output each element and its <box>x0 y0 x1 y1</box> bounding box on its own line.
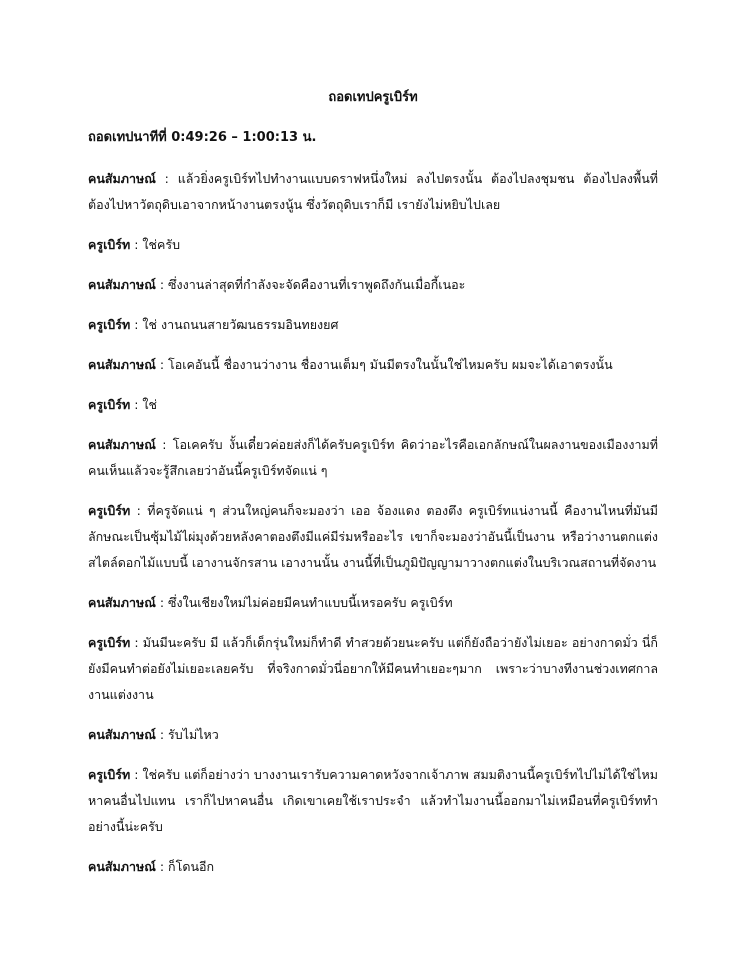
dialogue-turn: คนสัมภาษณ์ : ซึ่งงานล่าสุดที่กำลังจะจัดคืองานที่เราพูดถึงกันเมื่อกี้เนอะ <box>88 277 466 292</box>
speaker-label: ครูเบิร์ท <box>88 317 131 332</box>
turn-text: ใช่ <box>142 397 158 412</box>
document-title: ถอดเทปครูเบิร์ท <box>328 90 418 105</box>
dialogue-turn: คนสัมภาษณ์ : ซึ่งในเชียงใหม่ไม่ค่อยมีคนทำแบบนี้เหรอครับ ครูเบิร์ท <box>88 595 453 610</box>
dialogue-turn: คนสัมภาษณ์ : แล้วยิ่งครูเบิร์ทไปทำงานแบบดราฟหนึ่งใหม่ ลงไปตรงนั้น ต้องไปลงชุมชน ต้องไปลงพื้นที่ ต้องไปหาวัตถุดิบเอาจากหน้างานตรงนู้น ซึ่งวัตถุดิบเราก็มี เรายังไม่หยิบไปเลย <box>88 171 658 212</box>
dialogue-turn: คนสัมภาษณ์ : โอเคครับ งั้นเดี๋ยวค่อยส่งก็ได้ครับครูเบิร์ท คิดว่าอะไรคือเอกลักษณ์ในผลงานของเมืองงามที่คนเห็นแล้วจะรู้สึกเลยว่าอันนี้ครูเบิร์ทจัดแน่ ๆ <box>88 437 658 478</box>
turn-text: ก็โดนอีก <box>168 859 215 874</box>
turn-text: ซึ่งในเชียงใหม่ไม่ค่อยมีคนทำแบบนี้เหรอครับ ครูเบิร์ท <box>168 595 453 610</box>
turn-text: ที่ครูจัดแน่ ๆ ส่วนใหญ่คนก็จะมองว่า เออ จ้องแดง ตองตึง ครูเบิร์ทแน่งานนี้ คืองานไหนที่มันมีลักษณะเป็นซุ้มไม้ไผ่มุงด้วยหลังคาตองตึงมีแค่มีร่มหรืออะไร เขาก็จะมองว่าอันนี้เป็นงาน หรือว่างานตกแต่งสไตล์ดอกไม้แบบนี้ เอางานจักรสาน เอางานนั้น งานนี้ที่เป็นภูมิปัญญามาวางตกแต่งในบริเวณสถานที่จัดงาน <box>88 503 658 570</box>
turn-text: ใช่ งานถนนสายวัฒนธรรมอินทยงยศ <box>142 317 339 332</box>
speaker-label: ครูเบิร์ท <box>88 237 131 252</box>
speaker-label: ครูเบิร์ท <box>88 635 131 650</box>
tape-time-range: ถอดเทปนาทีที่ 0:49:26 – 1:00:13 น. <box>88 130 317 145</box>
turn-text: แล้วยิ่งครูเบิร์ทไปทำงานแบบดราฟหนึ่งใหม่ ลงไปตรงนั้น ต้องไปลงชุมชน ต้องไปลงพื้นที่ ต้องไปหาวัตถุดิบเอาจากหน้างานตรงนู้น ซึ่งวัตถุดิบเราก็มี เรายังไม่หยิบไปเลย <box>88 171 658 212</box>
turn-text: ใช่ครับ <box>142 237 181 252</box>
turn-text: ซึ่งงานล่าสุดที่กำลังจะจัดคืองานที่เราพูดถึงกันเมื่อกี้เนอะ <box>168 277 466 292</box>
dialogue-turn: ครูเบิร์ท : ใช่ครับ <box>88 237 181 252</box>
dialogue-turn: ครูเบิร์ท : มันมีนะครับ มี แล้วก็เด็กรุ่นใหม่ก็ทำดี ทำสวยด้วยนะครับ แต่ก็ยังถือว่ายังไม่เยอะ อย่างกาดมั่ว นี่ก็ยังมีคนทำต่อยังไม่เยอะเลยครับ ที่จริงกาดมั่วนี่อยากให้มีคนทำเยอะๆมาก เพราะว่าบางทีงานช่วงเทศกาล งานแต่งงาน <box>88 635 658 702</box>
speaker-label: คนสัมภาษณ์ <box>88 357 156 372</box>
dialogue-turn: ครูเบิร์ท : ใช่ <box>88 397 158 412</box>
speaker-label: ครูเบิร์ท <box>88 397 131 412</box>
speaker-label: คนสัมภาษณ์ <box>88 171 156 186</box>
speaker-label: คนสัมภาษณ์ <box>88 437 156 452</box>
dialogue-turn: คนสัมภาษณ์ : ก็โดนอีก <box>88 859 215 874</box>
dialogue-turn: ครูเบิร์ท : ใช่ งานถนนสายวัฒนธรรมอินทยงยศ <box>88 317 339 332</box>
dialogue-turn: ครูเบิร์ท : ที่ครูจัดแน่ ๆ ส่วนใหญ่คนก็จะมองว่า เออ จ้องแดง ตองตึง ครูเบิร์ทแน่งานนี้ คืองานไหนที่มันมีลักษณะเป็นซุ้มไม้ไผ่มุงด้วยหลังคาตองตึงมีแค่มีร่มหรืออะไร เขาก็จะมองว่าอันนี้เป็นงาน หรือว่างานตกแต่งสไตล์ดอกไม้แบบนี้ เอางานจักรสาน เอางานนั้น งานนี้ที่เป็นภูมิปัญญามาวางตกแต่งในบริเวณสถานที่จัดงาน <box>88 503 658 570</box>
turn-text: รับไม่ไหว <box>168 727 219 742</box>
speaker-label: คนสัมภาษณ์ <box>88 727 156 742</box>
speaker-label: ครูเบิร์ท <box>88 767 131 782</box>
speaker-label: คนสัมภาษณ์ <box>88 277 156 292</box>
speaker-label: ครูเบิร์ท <box>88 503 131 518</box>
dialogue-turn: คนสัมภาษณ์ : รับไม่ไหว <box>88 727 219 742</box>
dialogue-turn: ครูเบิร์ท : ใช่ครับ แต่ก็อย่างว่า บางงานเรารับความคาดหวังจากเจ้าภาพ สมมติงานนี้ครูเบิร์ทไปไม่ได้ใช่ไหม หาคนอื่นไปแทน เราก็ไปหาคนอื่น เกิดเขาเคยใช้เราประจำ แล้วทำไมงานนี้ออกมาไม่เหมือนที่ครูเบิร์ททำอย่างนี้น่ะครับ <box>88 767 658 834</box>
turn-text: โอเคครับ งั้นเดี๋ยวค่อยส่งก็ได้ครับครูเบิร์ท คิดว่าอะไรคือเอกลักษณ์ในผลงานของเมืองงามที่คนเห็นแล้วจะรู้สึกเลยว่าอันนี้ครูเบิร์ทจัดแน่ ๆ <box>88 437 658 478</box>
turn-text: มันมีนะครับ มี แล้วก็เด็กรุ่นใหม่ก็ทำดี ทำสวยด้วยนะครับ แต่ก็ยังถือว่ายังไม่เยอะ อย่างกาดมั่ว นี่ก็ยังมีคนทำต่อยังไม่เยอะเลยครับ ที่จริงกาดมั่วนี่อยากให้มีคนทำเยอะๆมาก เพราะว่าบางทีงานช่วงเทศกาล งานแต่งงาน <box>88 635 658 702</box>
turn-text: โอเคอันนี้ ชื่องานว่างาน ชื่องานเต็มๆ มันมีตรงในนั้นใช่ไหมครับ ผมจะได้เอาตรงนั้น <box>168 357 613 372</box>
speaker-label: คนสัมภาษณ์ <box>88 859 156 874</box>
dialogue-turn: คนสัมภาษณ์ : โอเคอันนี้ ชื่องานว่างาน ชื่องานเต็มๆ มันมีตรงในนั้นใช่ไหมครับ ผมจะได้เอาตรงนั้น <box>88 357 613 372</box>
speaker-label: คนสัมภาษณ์ <box>88 595 156 610</box>
turn-text: ใช่ครับ แต่ก็อย่างว่า บางงานเรารับความคาดหวังจากเจ้าภาพ สมมติงานนี้ครูเบิร์ทไปไม่ได้ใช่ไหม หาคนอื่นไปแทน เราก็ไปหาคนอื่น เกิดเขาเคยใช้เราประจำ แล้วทำไมงานนี้ออกมาไม่เหมือนที่ครูเบิร์ททำอย่างนี้น่ะครับ <box>88 767 658 834</box>
